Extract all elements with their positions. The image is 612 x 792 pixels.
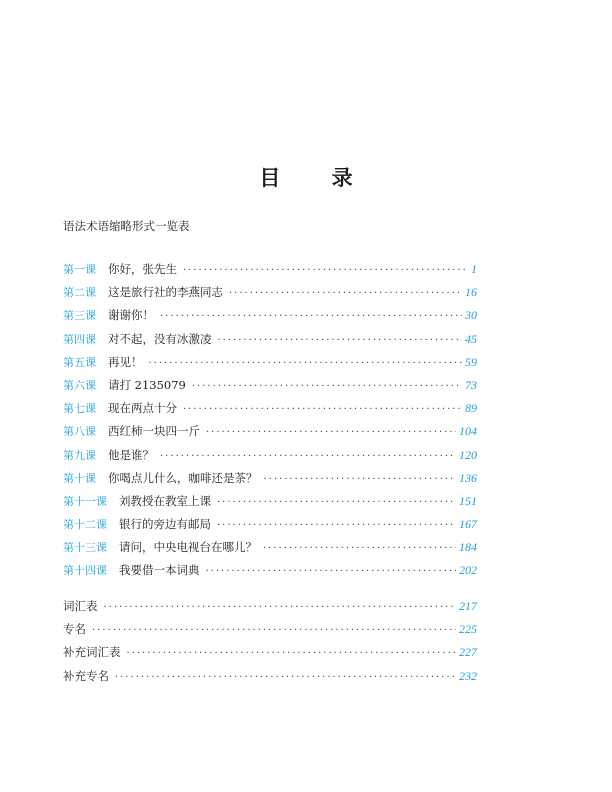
toc-entry-lesson-12[interactable] bbox=[63, 516, 477, 539]
dot-leader bbox=[206, 427, 456, 438]
lesson-number: 第七课 bbox=[63, 402, 96, 416]
toc-entry-lesson-2[interactable] bbox=[63, 284, 477, 307]
toc-entry-lesson-4[interactable] bbox=[63, 331, 477, 354]
lesson-number: 第九课 bbox=[63, 448, 96, 462]
toc-entry-lesson-10[interactable] bbox=[63, 470, 477, 493]
dot-leader bbox=[217, 497, 456, 508]
lesson-number: 第十三课 bbox=[63, 541, 107, 555]
lesson-number: 第十四课 bbox=[63, 564, 107, 578]
appendix-title: 词汇表 bbox=[63, 599, 98, 613]
page-number: 136 bbox=[459, 470, 477, 485]
dot-leader bbox=[206, 566, 457, 577]
lesson-number: 第一课 bbox=[63, 263, 96, 276]
lesson-number: 第六课 bbox=[63, 378, 96, 392]
toc-entry-lesson-8[interactable] bbox=[63, 423, 477, 446]
page-number: 227 bbox=[459, 645, 477, 660]
dot-leader bbox=[92, 625, 456, 636]
dot-leader bbox=[160, 311, 462, 322]
dot-leader bbox=[104, 602, 457, 613]
abbreviation-table-link[interactable]: 语法术语缩略形式一览表 bbox=[63, 219, 190, 233]
page-number: 104 bbox=[459, 424, 477, 439]
dot-leader bbox=[127, 648, 457, 659]
lesson-title: 对不起，没有冰激凌 bbox=[108, 331, 212, 346]
page-number: 167 bbox=[459, 517, 477, 532]
lesson-title: 请问，中央电视台在哪儿？ bbox=[119, 540, 257, 555]
lesson-number: 第八课 bbox=[63, 425, 96, 439]
toc-entry-lesson-9[interactable] bbox=[63, 447, 477, 470]
page-number: 1 bbox=[471, 262, 477, 276]
toc-entry-supplementary-proper-nouns[interactable] bbox=[63, 668, 477, 691]
page-number: 232 bbox=[459, 668, 477, 683]
appendix-title: 补充专名 bbox=[63, 668, 109, 683]
lesson-title: 这是旅行社的李燕同志 bbox=[108, 285, 223, 300]
dot-leader bbox=[218, 335, 463, 346]
dot-leader bbox=[183, 265, 468, 276]
toc-entry-lesson-7[interactable] bbox=[63, 400, 477, 423]
lesson-number: 第三课 bbox=[63, 309, 96, 323]
page-number: 120 bbox=[459, 447, 477, 462]
lesson-title: 再见！ bbox=[108, 354, 143, 369]
toc-entry-lesson-13[interactable] bbox=[63, 539, 477, 562]
appendix-list bbox=[63, 598, 477, 691]
page-number: 73 bbox=[465, 377, 477, 392]
page-number: 202 bbox=[459, 563, 477, 578]
toc-entry-lesson-6[interactable] bbox=[63, 377, 477, 400]
lesson-title: 他是谁？ bbox=[108, 447, 154, 462]
dot-leader bbox=[229, 288, 462, 299]
toc-entry-supplementary-vocabulary[interactable] bbox=[63, 644, 477, 667]
toc-entry-lesson-1[interactable] bbox=[63, 261, 477, 284]
appendix-title: 补充词汇表 bbox=[63, 645, 121, 660]
dot-leader bbox=[183, 404, 462, 415]
lesson-title: 你好，张先生 bbox=[108, 262, 177, 276]
dot-leader bbox=[217, 520, 456, 531]
page-number: 30 bbox=[465, 308, 477, 323]
lesson-title: 西红柿一块四一斤 bbox=[108, 424, 200, 439]
lesson-number: 第四课 bbox=[63, 332, 96, 346]
page-number: 59 bbox=[465, 354, 477, 369]
page-number: 184 bbox=[459, 540, 477, 555]
page-title: 目 录 bbox=[259, 166, 375, 190]
toc-entry-lesson-5[interactable] bbox=[63, 354, 477, 377]
dot-leader bbox=[160, 451, 456, 462]
dot-leader bbox=[264, 474, 457, 485]
dot-leader bbox=[115, 672, 456, 683]
lesson-title: 请打 2135079 bbox=[108, 377, 186, 392]
page-number: 217 bbox=[459, 599, 477, 613]
page-number: 151 bbox=[459, 493, 477, 508]
lesson-title: 我要借一本词典 bbox=[119, 563, 200, 578]
lesson-list bbox=[63, 261, 477, 586]
page-number: 225 bbox=[459, 622, 477, 637]
toc-entry-lesson-11[interactable] bbox=[63, 493, 477, 516]
appendix-title: 专名 bbox=[63, 622, 86, 637]
toc-entry-lesson-3[interactable] bbox=[63, 307, 477, 330]
dot-leader bbox=[192, 381, 462, 392]
page-number: 45 bbox=[465, 331, 477, 346]
dot-leader bbox=[149, 358, 463, 369]
lesson-title: 现在两点十分 bbox=[108, 401, 177, 416]
page-number: 89 bbox=[465, 401, 477, 416]
lesson-title: 刘教授在教室上课 bbox=[119, 493, 211, 508]
toc-entry-proper-nouns[interactable] bbox=[63, 621, 477, 644]
lesson-title: 你喝点儿什么，咖啡还是茶？ bbox=[108, 470, 258, 485]
lesson-title: 银行的旁边有邮局 bbox=[119, 517, 211, 532]
lesson-number: 第十课 bbox=[63, 471, 96, 485]
lesson-number: 第十二课 bbox=[63, 518, 107, 532]
page-number: 16 bbox=[465, 285, 477, 300]
dot-leader bbox=[263, 543, 456, 554]
lesson-number: 第十一课 bbox=[63, 494, 107, 508]
toc-entry-vocabulary[interactable] bbox=[63, 598, 477, 621]
lesson-number: 第二课 bbox=[63, 286, 96, 300]
lesson-number: 第五课 bbox=[63, 355, 96, 369]
lesson-title: 谢谢你！ bbox=[108, 308, 154, 323]
toc-entry-lesson-14[interactable] bbox=[63, 562, 477, 585]
